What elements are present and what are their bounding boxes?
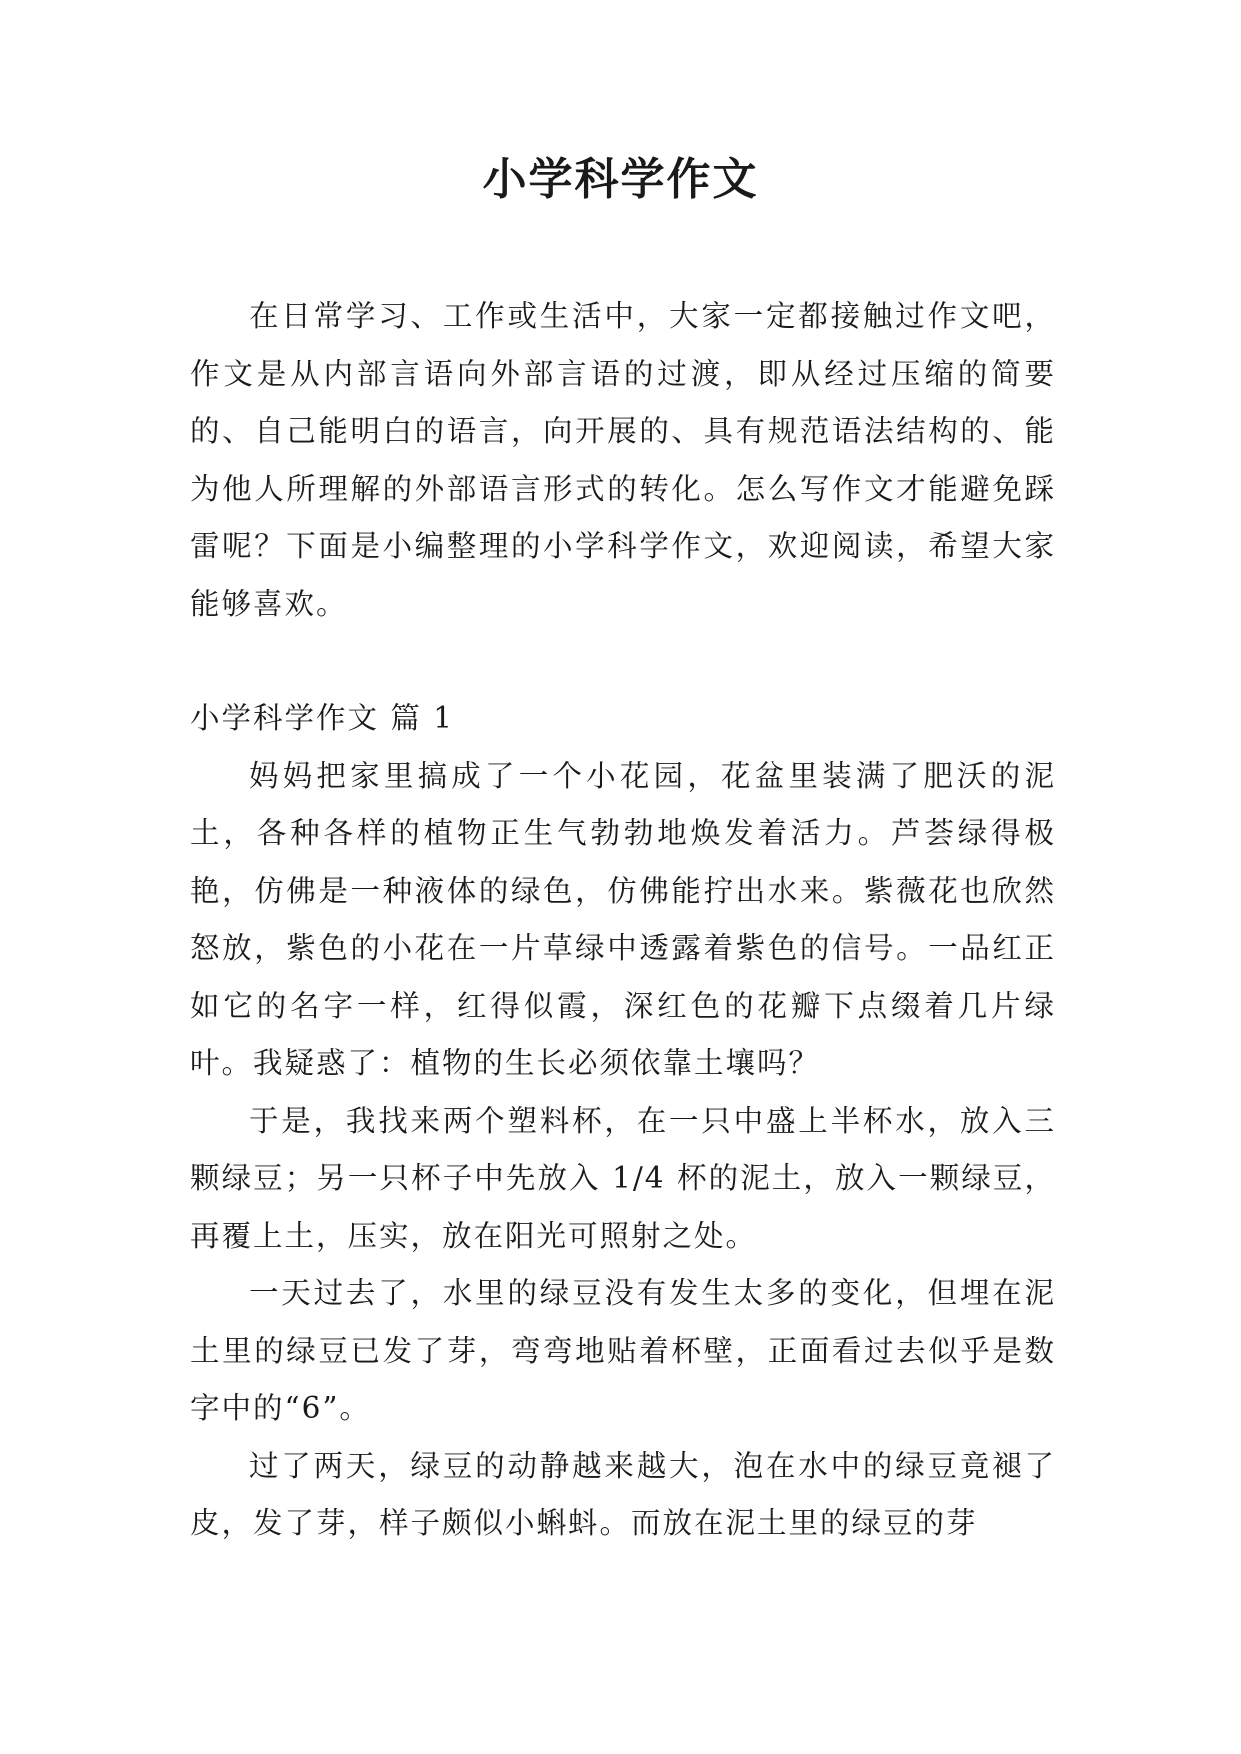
body-paragraph-2: 于是，我找来两个塑料杯，在一只中盛上半杯水，放入三颗绿豆；另一只杯子中先放入 1/4 杯的泥土，放入一颗绿豆，再覆上土，压实，放在阳光可照射之处。	[190, 1103, 1056, 1253]
document-body	[190, 288, 1056, 1553]
document-title: 小学科学作文	[482, 154, 759, 205]
body-paragraph-4: 过了两天，绿豆的动静越来越大，泡在水中的绿豆竟褪了皮，发了芽，样子颇似小蝌蚪。而放在泥土里的绿豆的芽	[190, 1448, 1056, 1540]
body-paragraph-1: 妈妈把家里搞成了一个小花园，花盆里装满了肥沃的泥土，各种各样的植物正生气勃勃地焕发着活力。芦荟绿得极艳，仿佛是一种液体的绿色，仿佛能拧出水来。紫薇花也欣然怒放，紫色的小花在一片草绿中透露着紫色的信号。一品红正如它的名字一样，红得似霞，深红色的花瓣下点缀着几片绿叶。我疑惑了：植物的生长必须依靠土壤吗？	[190, 758, 1056, 1080]
intro-paragraph: 在日常学习、工作或生活中，大家一定都接触过作文吧，作文是从内部言语向外部言语的过渡，即从经过压缩的简要的、自己能明白的语言，向开展的、具有规范语法结构的、能为他人所理解的外部语言形式的转化。怎么写作文才能避免踩雷呢？下面是小编整理的小学科学作文，欢迎阅读，希望大家能够喜欢。	[190, 299, 1056, 621]
section-heading: 小学科学作文 篇 1	[190, 701, 455, 735]
body-paragraph-3: 一天过去了，水里的绿豆没有发生太多的变化，但埋在泥土里的绿豆已发了芽，弯弯地贴着杯壁，正面看过去似乎是数字中的“6”。	[190, 1276, 1056, 1425]
